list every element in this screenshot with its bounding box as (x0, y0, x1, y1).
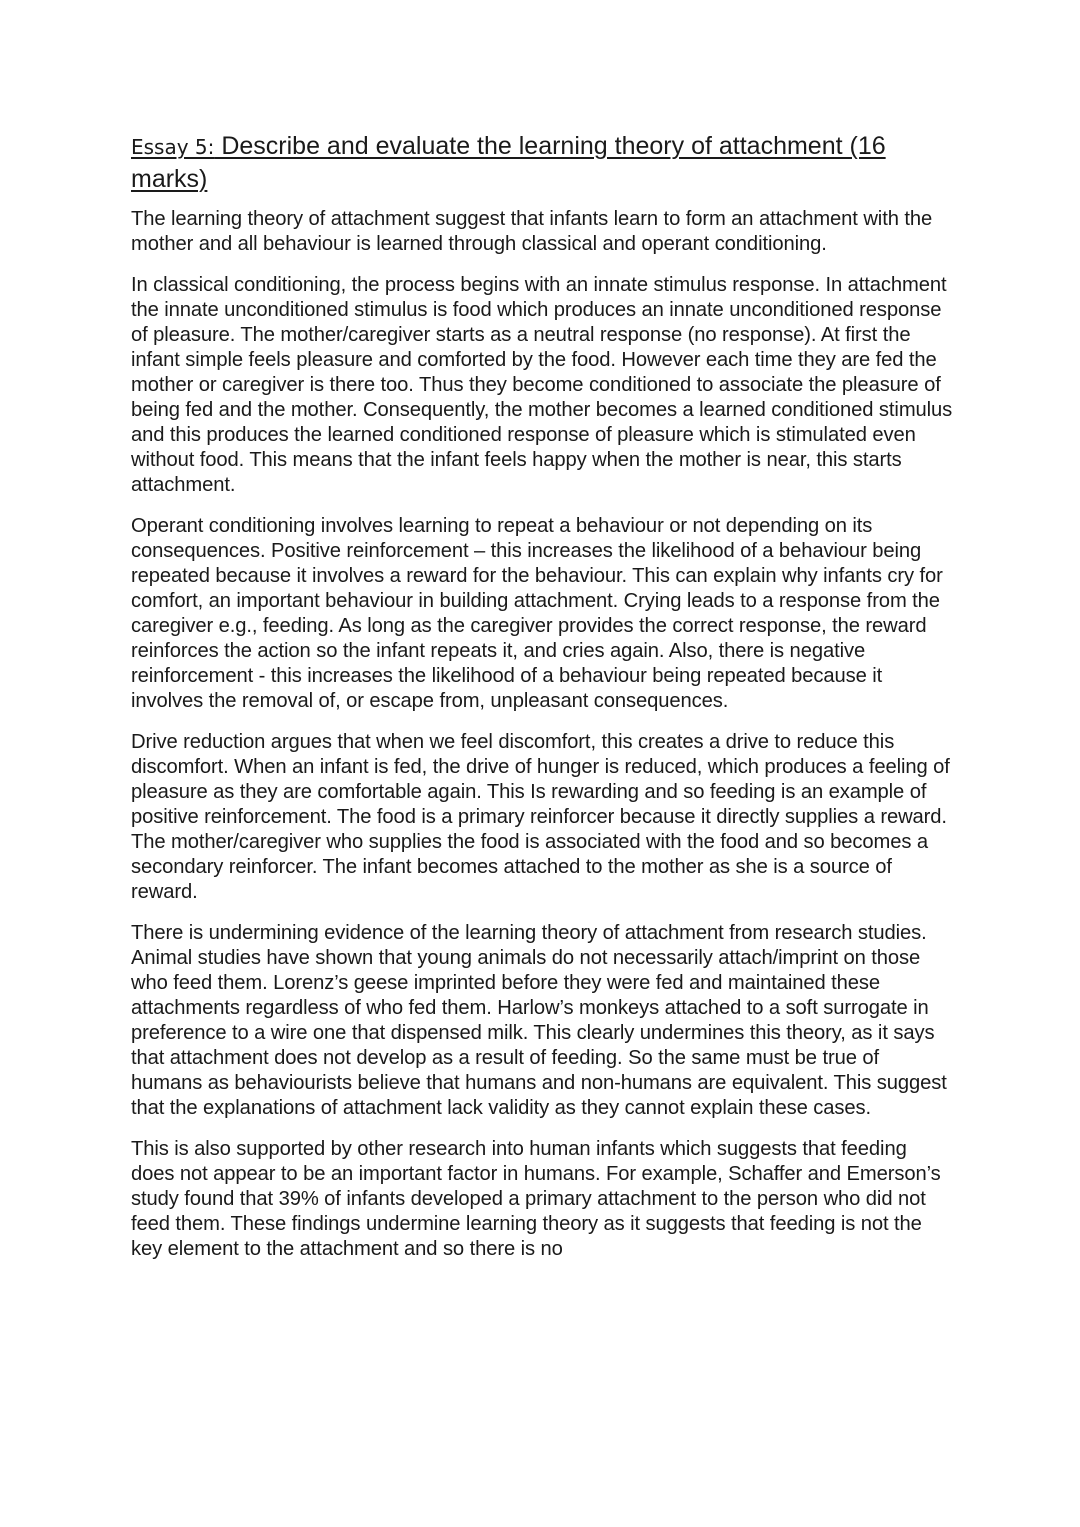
essay-title (131, 130, 953, 195)
paragraph-intro: The learning theory of attachment suggest that infants learn to form an attachment with the mother and all behaviour is learned through classical and operant conditioning. (131, 208, 933, 255)
paragraph-human-evidence: This is also supported by other research into human infants which suggests that feeding does not appear to be an important factor in humans. For example, Schaffer and Emerson’s study found that 39% of infants developed a primary attachment to the person who did not feed them. These findings undermine learning theory as it suggests that feeding is not the key element to the attachment and so there is no (131, 1138, 941, 1260)
paragraph-animal-evidence: There is undermining evidence of the learning theory of attachment from research studies. Animal studies have shown that young animals do not necessarily attach/imprint on those who feed them. Lorenz’s geese imprinted before they were fed and maintained these attachments regardless of who fed them. Harlow’s monkeys attached to a soft surrogate in preference to a wire one that dispensed milk. This clearly undermines this theory, as it says that attachment does not develop as a result of feeding. So the same must be true of humans as behaviourists believe that humans and non-humans are equivalent. This suggest that the explanations of attachment lack validity as they cannot explain these cases. (131, 922, 947, 1119)
paragraph-drive-reduction: Drive reduction argues that when we feel discomfort, this creates a drive to reduce this discomfort. When an infant is fed, the drive of hunger is reduced, which produces a feeling of pleasure as they are comfortable again. This Is rewarding and so feeding is an example of positive reinforcement. The food is a primary reinforcer because it directly supplies a reward. The mother/caregiver who supplies the food is associated with the food and so becomes a secondary reinforcer. The infant becomes attached to the mother as she is a source of reward. (131, 731, 950, 903)
essay-number: Essay 5: (131, 135, 215, 159)
paragraph-operant-conditioning: Operant conditioning involves learning to repeat a behaviour or not depending on its consequences. Positive reinforcement – this increases the likelihood of a behaviour being repeated because it involves a reward for the behaviour. This can explain why infants cry for comfort, an important behaviour in building attachment. Crying leads to a response from the caregiver e.g., feeding. As long as the caregiver provides the correct response, the reward reinforces the action so the infant repeats it, and cries again. Also, there is negative reinforcement - this increases the likelihood of a behaviour being repeated because it involves the removal of, or escape from, unpleasant consequences. (131, 515, 943, 712)
essay-question: Describe and evaluate the learning theory of attachment (16 marks) (131, 132, 886, 193)
document-page (131, 130, 953, 1278)
paragraph-classical-conditioning: In classical conditioning, the process begins with an innate stimulus response. In attachment the innate unconditioned stimulus is food which produces an innate unconditioned response of pleasure. The mother/caregiver starts as a neutral response (no response). At first the infant simple feels pleasure and comforted by the food. However each time they are fed the mother or caregiver is there too. Thus they become conditioned to associate the pleasure of being fed and the mother. Consequently, the mother becomes a learned conditioned stimulus and this produces the learned conditioned response of pleasure which is stimulated even without food. This means that the infant feels happy when the mother is near, this starts attachment. (131, 274, 953, 496)
